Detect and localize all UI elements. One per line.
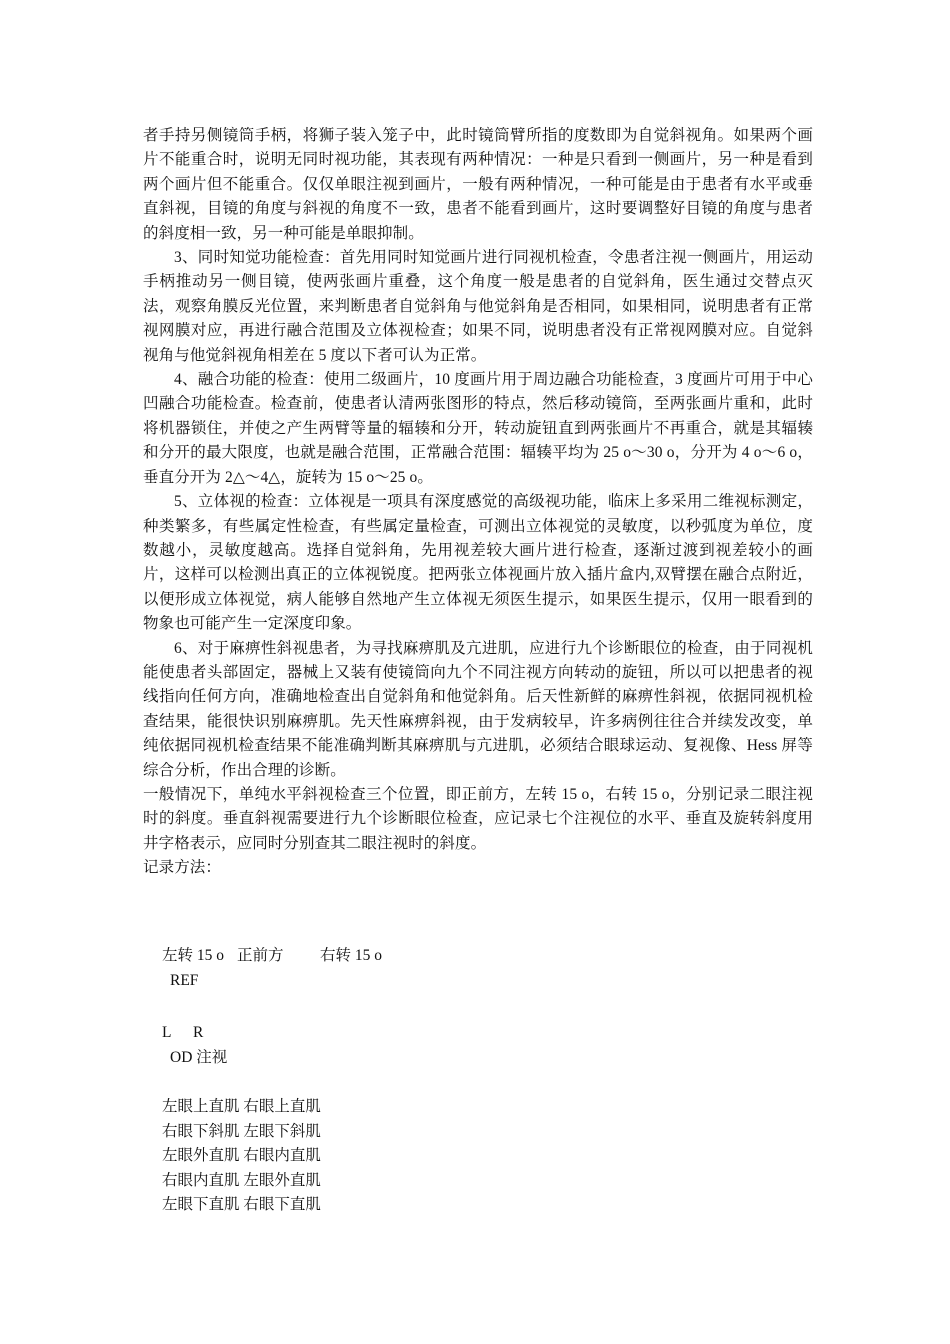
paragraph-fusion-function: 4、融合功能的检查：使用二级画片，10 度画片用于周边融合功能检查，3 度画片可用于中心凹融合功能检查。检查前，使患者认清两张图形的特点，然后移动镜筒，至两张画片重和，此时将机器锁住，并使之产生两臂等量的辐辏和分开，转动旋钮直到两张画片不再重合，就是其辐辏和分开的最大限度，也就是融合范围，正常融合范围：辐辏平均为 25 o～30 o，分开为 4 o～6 o，垂直分开为 2△～4△，旋转为 15 o～25 o。 [143, 371, 813, 486]
label-ref: REF [170, 972, 199, 989]
label-left-eye-mark: L [162, 1024, 172, 1041]
body-text [143, 124, 813, 881]
paragraph-record-method: 记录方法： [143, 859, 222, 877]
label-od-fixation: OD 注视 [170, 1049, 228, 1066]
label-left-turn: 左转 15 o [162, 947, 225, 964]
muscle-row: 左眼上直肌 右眼上直肌 [162, 1098, 321, 1115]
paragraph-general-case: 一般情况下，单纯水平斜视检查三个位置，即正前方，左转 15 o，右转 15 o，分别记录二眼注视时的斜度。垂直斜视需要进行九个诊断眼位检查，应记录七个注视位的水平、垂直及旋转斜度用井字格表示，应同时分别查其二眼注视时的斜度。 [143, 785, 813, 852]
label-right-turn: 右转 15 o [320, 947, 383, 964]
label-straight-ahead: 正前方 [237, 947, 284, 964]
label-right-eye-mark: R [193, 1024, 204, 1041]
muscle-row: 右眼内直肌 左眼外直肌 [162, 1172, 321, 1189]
muscle-row: 左眼外直肌 右眼内直肌 [162, 1147, 321, 1164]
paragraph-continuation: 者手持另侧镜筒手柄，将狮子装入笼子中，此时镜筒臂所指的度数即为自觉斜视角。如果两个画片不能重合时，说明无同时视功能，其表现有两种情况：一种是只看到一侧画片，另一种是看到两个画片但不能重合。仅仅单眼注视到画片，一般有两种情况，一种可能是由于患者有水平或垂直斜视，目镜的角度与斜视的角度不一致，患者不能看到画片，这时要调整好目镜的角度与患者的斜度相一致，另一种可能是单眼抑制。 [143, 127, 813, 242]
muscle-row: 左眼下直肌 右眼下直肌 [162, 1196, 321, 1213]
paragraph-stereopsis: 5、立体视的检查：立体视是一项具有深度感觉的高级视功能，临床上多采用二维视标测定，种类繁多，有些属定性检查，有些属定量检查，可测出立体视觉的灵敏度，以秒弧度为单位，度数越小，灵敏度越高。选择自觉斜角，先用视差较大画片进行检查，逐渐过渡到视差较小的画片，这样可以检测出真正的立体视锐度。把两张立体视画片放入插片盒内,双臂摆在融合点附近，以便形成立体视觉，病人能够自然地产生立体视无须医生提示，如果医生提示，仅用一眼看到的物象也可能产生一定深度印象。 [143, 493, 813, 633]
muscle-row: 右眼下斜肌 左眼下斜肌 [162, 1123, 321, 1140]
paragraph-paralytic-strabismus: 6、对于麻痹性斜视患者，为寻找麻痹肌及亢进肌，应进行九个诊断眼位的检查，由于同视机能使患者头部固定，器械上又装有使镜筒向九个不同注视方向转动的旋钮，所以可以把患者的视线指向任何方向，准确地检查出自觉斜角和他觉斜角。后天性新鲜的麻痹性斜视，依据同视机检查结果，能很快识别麻痹肌。先天性麻痹斜视，由于发病较早，许多病例往往合并续发改变，单纯依据同视机检查结果不能准确判断其麻痹肌与亢进肌，必须结合眼球运动、复视像、Hess 屏等综合分析，作出合理的诊断。 [143, 639, 813, 779]
paragraph-simultaneous-perception: 3、同时知觉功能检查：首先用同时知觉画片进行同视机检查，令患者注视一侧画片，用运动手柄推动另一侧目镜，使两张画片重叠，这个角度一般是患者的自觉斜角，医生通过交替点灭法，观察角膜反光位置，来判断患者自觉斜角与他觉斜角是否相同，如果相同，说明患者有正常视网膜对应，再进行融合范围及立体视检查；如果不同，说明患者没有正常视网膜对应。自觉斜视角与他觉斜视角相差在 5 度以下者可认为正常。 [143, 249, 813, 364]
